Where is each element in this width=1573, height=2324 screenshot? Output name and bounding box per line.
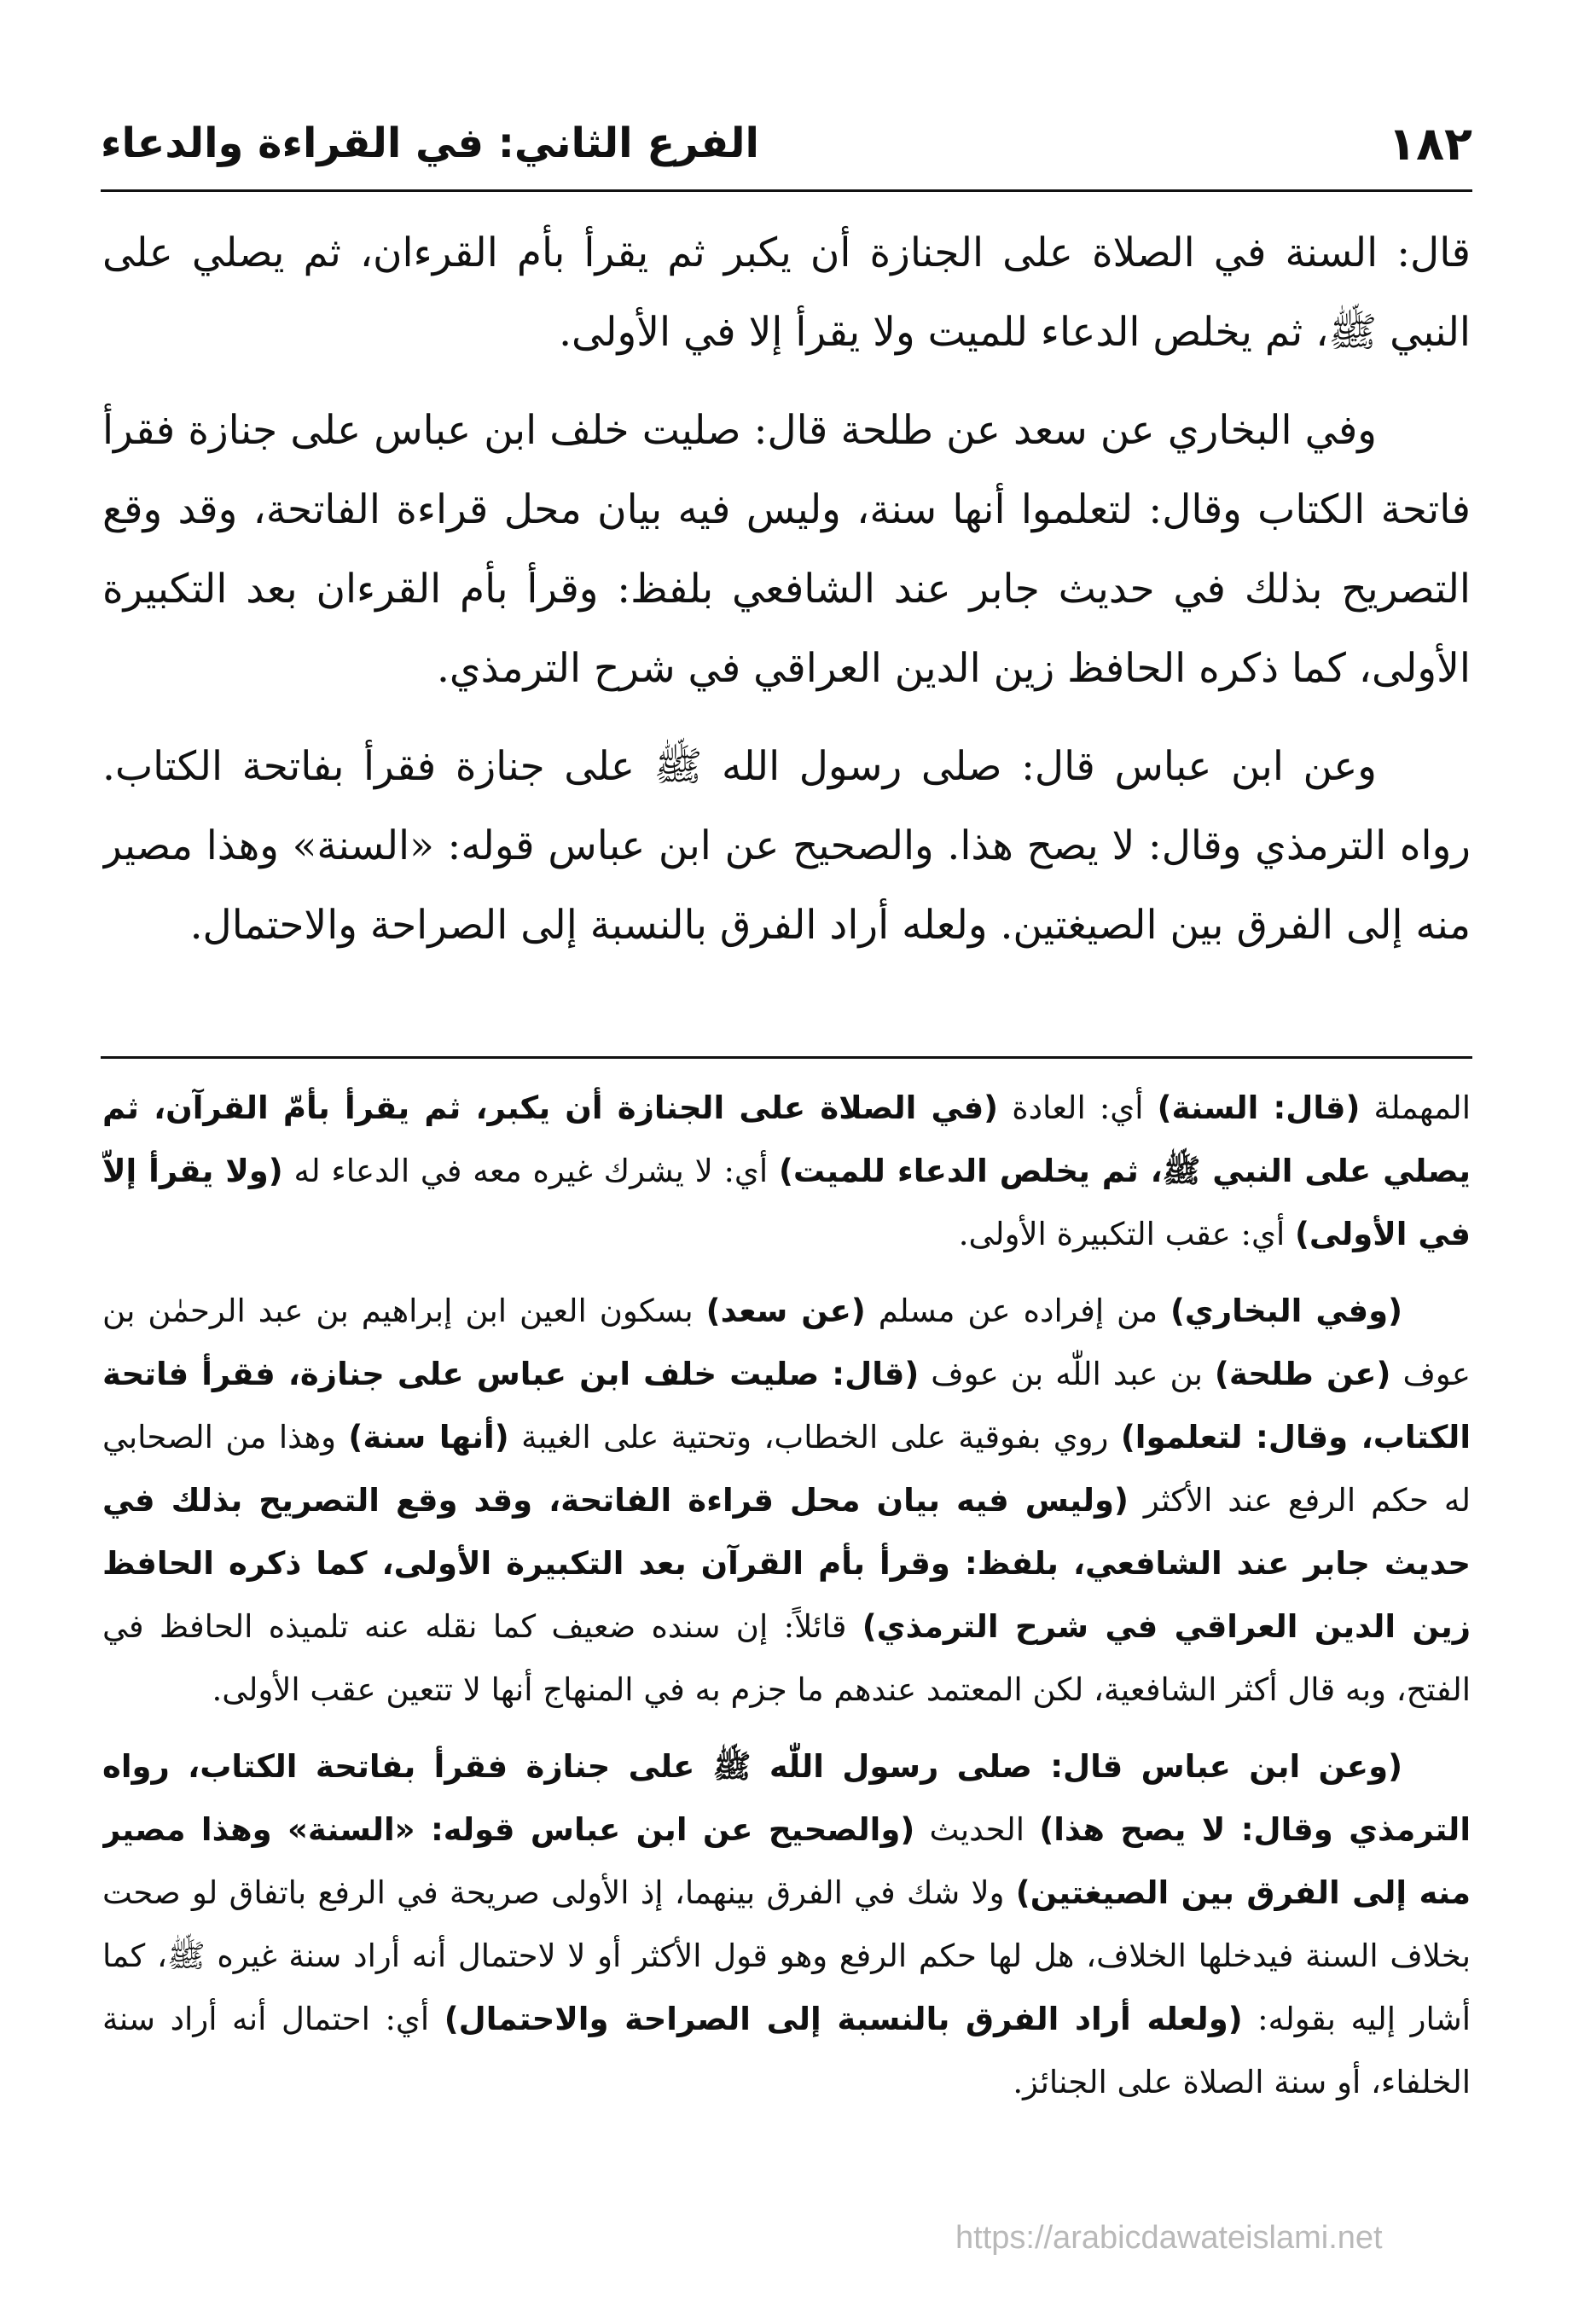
- quoted-matn: (وعن ابن عباس قال: صلى رسول اللّٰه ﷺ على جنازة فقرأ بفاتحة الكتاب، رواه الترمذي وقال: لا يصح هذا): [102, 1748, 1471, 1848]
- commentary-text: أي: احتمال أنه أراد سنة الخلفاء، أو سنة الصلاة على الجنائز.: [102, 2001, 1471, 2100]
- commentary-text: المهملة: [1360, 1089, 1471, 1126]
- commentary-paragraph: [102, 1735, 1471, 2114]
- commentary-text: قائلاً: إن سنده ضعيف كما نقله عنه تلميذه الحافظ في الفتح، وبه قال أكثر الشافعية، لكن المعتمد عندهم ما جزم به في المنهاج أنها لا تتعين عقب الأولى.: [102, 1608, 1471, 1708]
- quoted-matn: (وليس فيه بيان محل قراءة الفاتحة، وقد وقع التصريح بذلك في حديث جابر عند الشافعي، بلفظ: وقرأ بأم القرآن بعد التكبيرة الأولى، كما ذكره الحافظ زين الدين العراقي في شرح الترمذي): [102, 1482, 1471, 1645]
- commentary: [102, 1077, 1471, 2211]
- main-paragraph: وعن ابن عباس قال: صلى رسول الله ﷺ على جنازة فقرأ بفاتحة الكتاب. رواه الترمذي وقال: لا يصح هذا. والصحيح عن ابن عباس قوله: «السنة» وهذا مصير منه إلى الفرق بين الصيغتين. ولعله أراد الفرق بالنسبة إلى الصراحة والاحتمال.: [102, 743, 1471, 949]
- quoted-matn: (عن سعد): [705, 1293, 866, 1329]
- commentary-text: بن عبد اللّٰه بن عوف: [919, 1356, 1215, 1392]
- commentary-text: الحديث: [914, 1811, 1040, 1848]
- commentary-paragraph: [102, 1077, 1471, 1266]
- commentary-text: أي: العادة: [998, 1089, 1158, 1126]
- commentary-text: من إفراده عن مسلم: [865, 1293, 1170, 1329]
- commentary-text: روي بفوقية على الخطاب، وتحتية على الغيبة: [508, 1419, 1121, 1455]
- quoted-matn: (والصحيح عن ابن عباس قوله: «السنة» وهذا مصير منه إلى الفرق بين الصيغتين): [102, 1811, 1471, 1911]
- commentary-paragraph: [102, 1280, 1471, 1722]
- main-paragraph: وفي البخاري عن سعد عن طلحة قال: صليت خلف ابن عباس على جنازة فقرأ فاتحة الكتاب وقال: لتعلموا أنها سنة، وليس فيه بيان محل قراءة الفاتحة، وقد وقع التصريح بذلك في حديث جابر عند الشافعي بلفظ: وقرأ بأم القرءان بعد التكبيرة الأولى، كما ذكره الحافظ زين الدين العراقي في شرح الترمذي.: [102, 407, 1471, 692]
- quoted-matn: (وفي البخاري): [1170, 1293, 1402, 1329]
- quoted-matn: (ولا يقرأ إلاّ في الأولى): [102, 1153, 1471, 1252]
- quoted-matn: (ولعله أراد الفرق بالنسبة إلى الصراحة والاحتمال): [444, 2001, 1243, 2037]
- quoted-matn: (عن طلحة): [1214, 1356, 1391, 1392]
- commentary-text: أي: لا يشرك غيره معه في الدعاء له: [282, 1153, 779, 1189]
- main-text: [102, 213, 1471, 1015]
- quoted-matn: (قال: السنة): [1157, 1089, 1361, 1126]
- commentary-text: أي: عقب التكبيرة الأولى.: [958, 1216, 1295, 1252]
- main-paragraph: قال: السنة في الصلاة على الجنازة أن يكبر ثم يقرأ بأم القرءان، ثم يصلي على النبي ﷺ، ثم يخلص الدعاء للميت ولا يقرأ إلا في الأولى.: [102, 229, 1471, 356]
- running-title: الفرع الثاني: في القراءة والدعاء: [101, 119, 759, 167]
- commentary-text: ولا شك في الفرق بينهما، إذ الأولى صريحة في الرفع باتفاق لو صحت بخلاف السنة فيدخلها الخلاف، هل لها حكم الرفع وهو قول الأكثر أو لا لاحتمال أنه أراد سنة غيره ﷺ، كما أشار إليه بقوله:: [102, 1874, 1471, 2037]
- site-watermark: https://arabicdawateislami.net: [955, 2220, 1383, 2256]
- header-rule: [101, 189, 1472, 192]
- page-header: [101, 101, 1472, 186]
- separator-rule: [101, 1056, 1472, 1059]
- quoted-matn: (أنها سنة): [348, 1419, 509, 1455]
- commentary-text: بسكون العين ابن إبراهيم بن عبد الرحمٰن بن عوف: [102, 1293, 1471, 1392]
- quoted-matn: (قال: صليت خلف ابن عباس على جنازة، فقرأ فاتحة الكتاب، وقال: لتعلموا): [102, 1356, 1471, 1455]
- quoted-matn: (في الصلاة على الجنازة أن يكبر، ثم يقرأ بأمّ القرآن، ثم يصلي على النبي ﷺ، ثم يخلص الدعاء للميت): [102, 1089, 1471, 1189]
- commentary-text: وهذا من الصحابي له حكم الرفع عند الأكثر: [102, 1419, 1471, 1519]
- page-number: ١٨٢: [1388, 116, 1472, 171]
